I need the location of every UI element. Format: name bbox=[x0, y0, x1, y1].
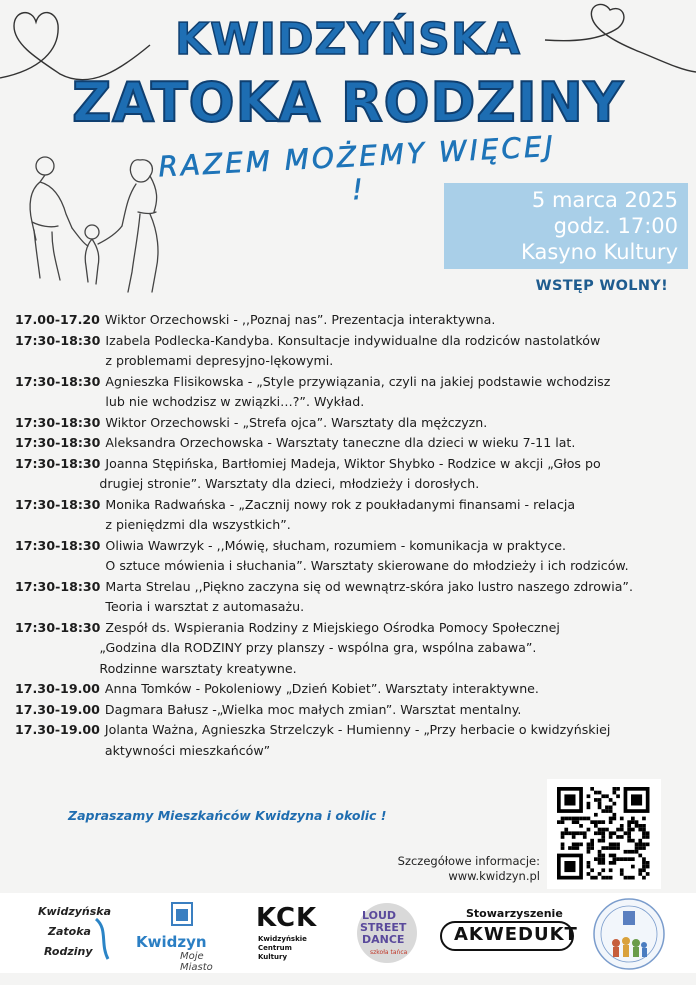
logo-mops-seal bbox=[592, 897, 666, 971]
program-item bbox=[15, 454, 685, 495]
logo-akwedukt: Stowarzyszenie AKWEDUKT bbox=[440, 907, 574, 957]
program-item bbox=[15, 372, 685, 413]
program-description bbox=[105, 433, 575, 454]
program-time: 17:30-18:30 bbox=[15, 578, 101, 594]
program-item bbox=[15, 618, 685, 680]
program-line: drugiej stronie”. Warsztaty dla dzieci, młodzieży i dorosłych. bbox=[99, 476, 480, 491]
program-line: Dagmara Bałusz -„Wielka moc małych zmian”. Warsztat mentalny. bbox=[104, 701, 522, 717]
program-time: 17:30-18:30 bbox=[15, 373, 101, 389]
program-line: z pieniędzmi dla wszystkich”. bbox=[105, 517, 291, 532]
program-line: „Godzina dla RODZINY przy planszy - wspólna gra, wspólna zabawa”. bbox=[99, 640, 537, 655]
program-line: Teoria i warsztat z automasażu. bbox=[105, 599, 305, 614]
sponsor-logos-bar bbox=[0, 893, 696, 973]
program-description bbox=[105, 700, 521, 721]
info-label: Szczegółowe informacje: bbox=[397, 854, 540, 868]
program-line: O sztuce mówienia i słuchania”. Warsztaty skierowane do młodzieży i ich rodziców. bbox=[105, 558, 629, 573]
program-line: Anna Tomków - Pokoleniowy „Dzień Kobiet”. Warsztaty interaktywne. bbox=[104, 681, 539, 696]
program-time: 17:30-18:30 bbox=[15, 537, 101, 553]
program-description bbox=[105, 577, 633, 618]
qr-code[interactable] bbox=[547, 779, 661, 889]
program-item bbox=[15, 720, 685, 761]
program-description bbox=[105, 310, 495, 331]
program-line: Aleksandra Orzechowska - Warsztaty taneczne dla dzieci w wieku 7-11 lat. bbox=[105, 435, 576, 450]
program-line: z problemami depresyjno-lękowymi. bbox=[105, 353, 334, 368]
title-line-2: ZATOKA RODZINY bbox=[72, 71, 624, 134]
logo-loud-street-dance: LOUD STREET DANCE szkoła tańca bbox=[354, 899, 420, 967]
program-line: Joanna Stępińska, Bartłomiej Madeja, Wiktor Shybko - Rodzice w akcji „Głos po bbox=[105, 455, 601, 471]
program-description bbox=[105, 331, 600, 372]
qr-code-image bbox=[547, 779, 661, 889]
program-line: Wiktor Orzechowski - ,,Poznaj nas”. Prezentacja interaktywna. bbox=[104, 312, 496, 327]
program-item bbox=[15, 577, 685, 618]
program-time: 17.30-19.00 bbox=[15, 722, 100, 737]
program-description bbox=[99, 454, 601, 495]
program-item bbox=[15, 413, 685, 434]
program-line: Jolanta Ważna, Agnieszka Strzelczyk - Humienny - „Przy herbacie o kwidzyńskiej bbox=[104, 722, 611, 737]
program-line: Agnieszka Flisikowska - „Style przywiązania, czyli na jakiej podstawie wchodzisz bbox=[105, 373, 611, 389]
program-time: 17:30-18:30 bbox=[15, 435, 101, 450]
program-line: Monika Radwańska - „Zacznij nowy rok z poukładanymi finansami - relacja bbox=[105, 496, 576, 512]
program-description bbox=[105, 720, 610, 761]
program-description bbox=[105, 372, 610, 413]
title-line-1: KWIDZYŃSKA bbox=[175, 14, 521, 65]
info-block bbox=[398, 854, 540, 884]
program-time: 17:30-18:30 bbox=[15, 455, 101, 471]
program-time: 17.30-19.00 bbox=[15, 681, 100, 696]
info-url[interactable]: www.kwidzyn.pl bbox=[448, 869, 540, 883]
logo-kck: KCK Kwidzyńskie Centrum Kultury bbox=[256, 903, 318, 961]
program-time: 17:30-18:30 bbox=[15, 332, 101, 348]
program-time: 17:30-18:30 bbox=[15, 496, 101, 512]
program-item bbox=[15, 433, 685, 454]
program-line: Rodzinne warsztaty kreatywne. bbox=[99, 660, 297, 676]
program-time: 17:30-18:30 bbox=[15, 619, 101, 635]
program-time: 17:30-18:30 bbox=[15, 414, 101, 430]
program-item bbox=[15, 536, 685, 577]
program-line: Wiktor Orzechowski - „Strefa ojca”. Warsztaty dla mężczyzn. bbox=[105, 414, 488, 430]
program-line: Izabela Podlecka-Kandyba. Konsultacje indywidualne dla rodziców nastolatków bbox=[105, 332, 601, 348]
program-line: aktywności mieszkańców” bbox=[104, 742, 271, 758]
event-info-box bbox=[444, 183, 688, 269]
motto: RAZEM MOŻEMY WIĘCEJ ! bbox=[157, 129, 557, 207]
program-description bbox=[105, 679, 539, 700]
program-line: Marta Strelau ,,Piękno zaczyna się od wewnątrz-skóra jako lustro naszego zdrowia”. bbox=[105, 578, 633, 594]
program-item bbox=[15, 700, 685, 721]
program-line: Oliwia Wawrzyk - ,,Mówię, słucham, rozumiem - komunikacja w praktyce. bbox=[105, 537, 567, 553]
invitation-text: Zapraszamy Mieszkańców Kwidzyna i okolic ! bbox=[68, 808, 387, 823]
event-time: godz. 17:00 bbox=[553, 214, 678, 238]
program-item bbox=[15, 331, 685, 372]
program-line: Zespół ds. Wspierania Rodziny z Miejskiego Ośrodka Pomocy Społecznej bbox=[105, 619, 560, 635]
logo-kwidzyn: Kwidzyn Moje Miasto bbox=[134, 899, 234, 969]
program-description bbox=[105, 495, 575, 536]
event-date: 5 marca 2025 bbox=[531, 188, 678, 212]
program-line: lub nie wchodzisz w związki…?”. Wykład. bbox=[105, 394, 365, 409]
program-time: 17.00-17.20 bbox=[15, 312, 100, 327]
free-entry-label: WSTĘP WOLNY! bbox=[535, 278, 668, 294]
event-venue: Kasyno Kultury bbox=[521, 240, 678, 264]
program-description bbox=[105, 413, 487, 434]
program-time: 17.30-19.00 bbox=[15, 701, 100, 717]
program-item bbox=[15, 679, 685, 700]
program-item bbox=[15, 495, 685, 536]
program-description bbox=[105, 536, 628, 577]
program-item bbox=[15, 310, 685, 331]
program-list bbox=[15, 310, 685, 761]
logo-zatoka-rodziny: Kwidzyńska Zatoka Rodziny bbox=[38, 905, 112, 958]
program-description bbox=[99, 618, 560, 680]
